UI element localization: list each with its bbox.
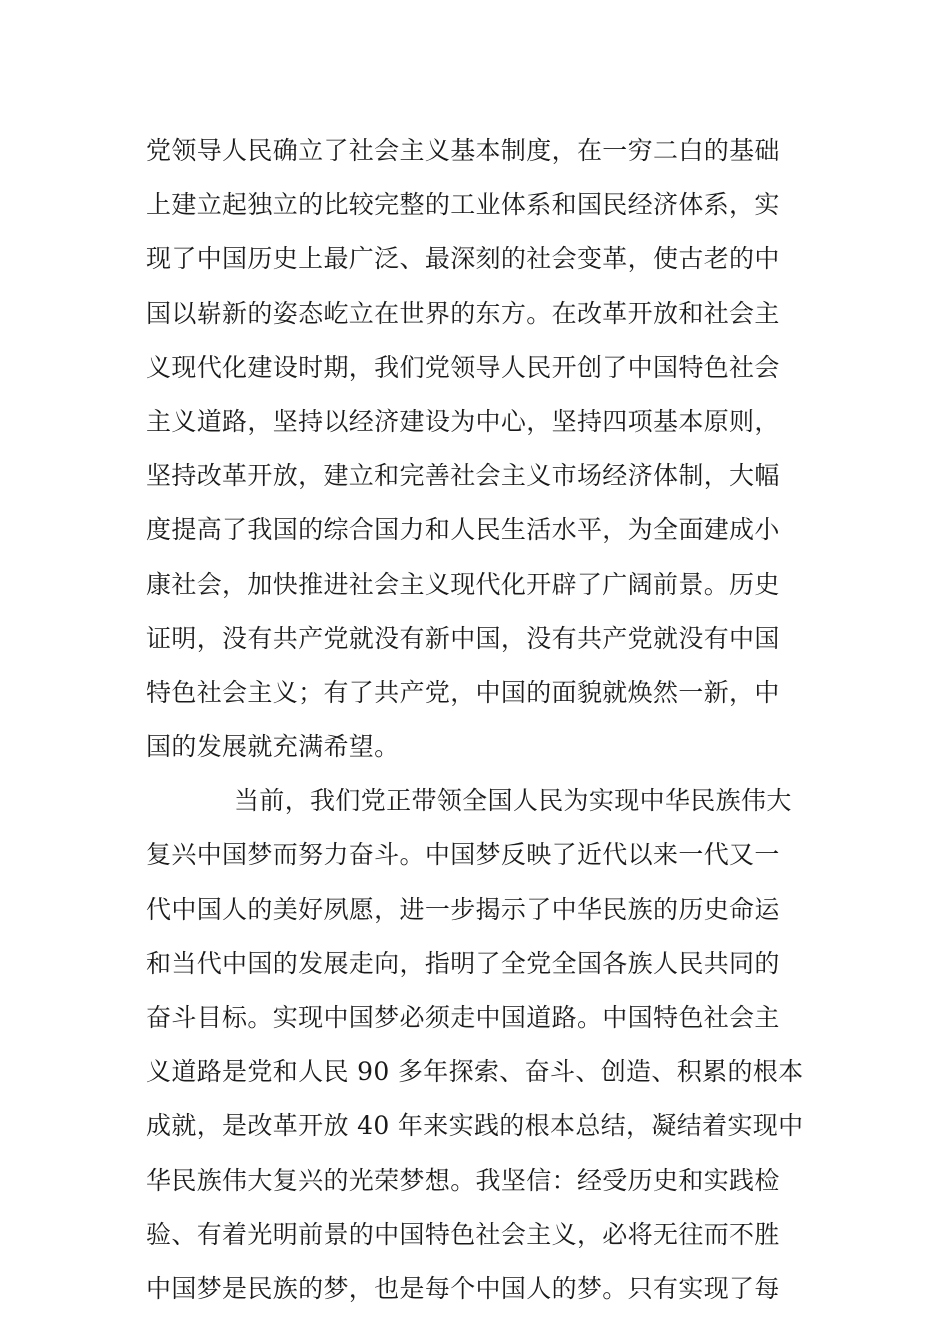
- paragraph-line: 代中国人的美好夙愿，进一步揭示了中华民族的历史命运: [146, 894, 780, 924]
- paragraph-line: 主义道路，坚持以经济建设为中心，坚持四项基本原则，: [146, 406, 780, 436]
- paragraph-line: 党领导人民确立了社会主义基本制度，在一穷二白的基础: [146, 136, 780, 165]
- paragraph-line: 上建立起独立的比较完整的工业体系和国民经济体系，实: [146, 190, 780, 220]
- paragraph-line: 国以崭新的姿态屹立在世界的东方。在改革开放和社会主: [146, 298, 780, 328]
- paragraph-first-line: 当前，我们党正带领全国人民为实现中华民族伟大: [234, 786, 792, 816]
- paragraph-line: 奋斗目标。实现中国梦必须走中国道路。中国特色社会主: [146, 1003, 780, 1032]
- paragraph-line: 坚持改革开放，建立和完善社会主义市场经济体制，大幅: [146, 461, 780, 491]
- paragraph-line: 证明，没有共产党就没有新中国，没有共产党就没有中国: [146, 623, 780, 653]
- paragraph-line: 现了中国历史上最广泛、最深刻的社会变革，使古老的中: [146, 244, 780, 274]
- paragraph-line: 华民族伟大复兴的光荣梦想。我坚信：经受历史和实践检: [146, 1165, 780, 1195]
- paragraph-line: 特色社会主义；有了共产党，中国的面貌就焕然一新，中: [146, 677, 780, 707]
- paragraph-line: 复兴中国梦而努力奋斗。中国梦反映了近代以来一代又一: [146, 840, 780, 870]
- paragraph-line: 康社会，加快推进社会主义现代化开辟了广阔前景。历史: [146, 569, 780, 599]
- paragraph-line: 义道路是党和人民 90 多年探索、奋斗、创造、积累的根本: [146, 1057, 804, 1087]
- paragraph-line: 成就，是改革开放 40 年来实践的根本总结，凝结着实现中: [146, 1111, 804, 1141]
- paragraph-line: 国的发展就充满希望。: [146, 732, 400, 762]
- paragraph-line: 义现代化建设时期，我们党领导人民开创了中国特色社会: [146, 352, 780, 382]
- paragraph-line: 验、有着光明前景的中国特色社会主义，必将无往而不胜: [146, 1219, 780, 1249]
- paragraph-line: 度提高了我国的综合国力和人民生活水平，为全面建成小: [146, 515, 780, 545]
- document-page: [146, 124, 810, 1316]
- paragraph-line: 中国梦是民族的梦，也是每个中国人的梦。只有实现了每: [146, 1273, 780, 1303]
- paragraph-line: 和当代中国的发展走向，指明了全党全国各族人民共同的: [146, 948, 780, 978]
